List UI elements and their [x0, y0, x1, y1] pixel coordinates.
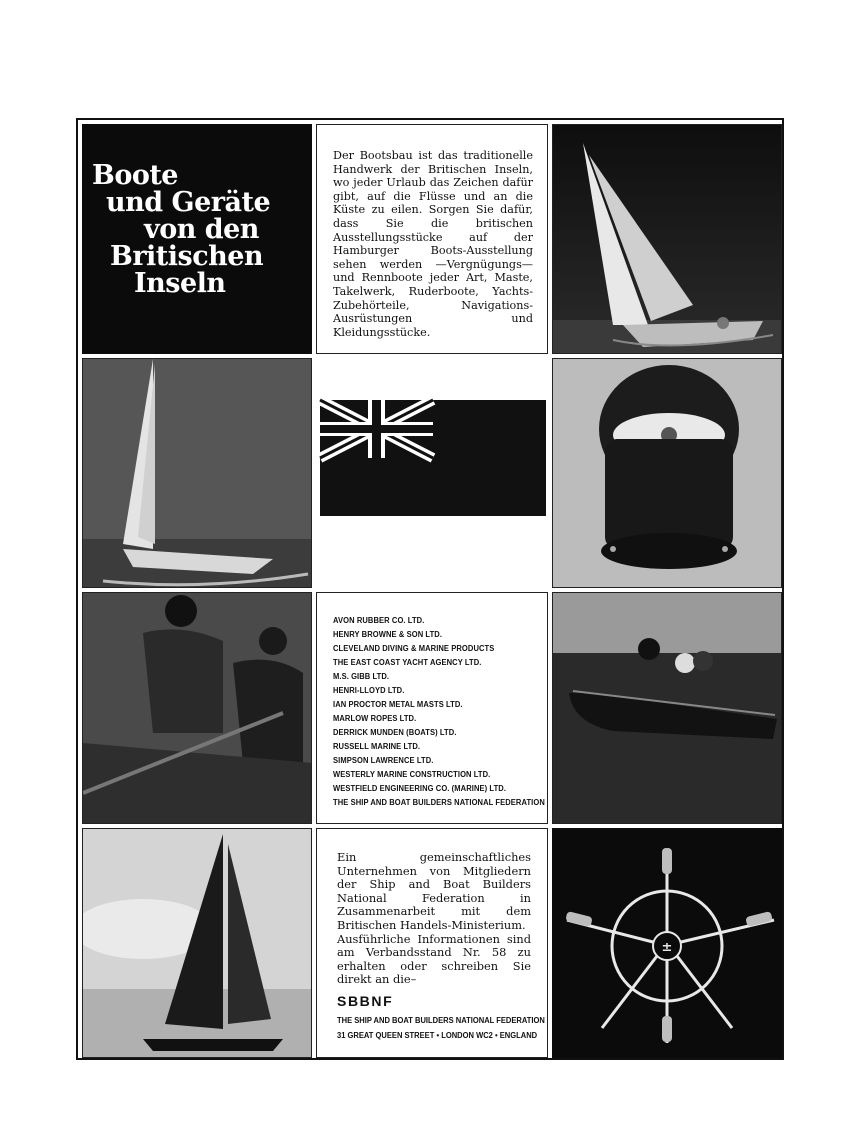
dark-sail-illustration: [83, 829, 312, 1058]
sailboat-photo: [552, 124, 782, 354]
crew-illustration: [83, 593, 312, 824]
inflatable-boat-photo: [552, 592, 782, 824]
advertisement-frame: [76, 118, 784, 1060]
compass-illustration: [553, 359, 782, 588]
federation-address-block: [337, 1013, 545, 1043]
sbbnf-logo-text: SBBNF: [337, 993, 394, 1009]
dinghy-illustration: [83, 359, 312, 588]
company-item: MARLOW ROPES LTD.: [333, 713, 417, 723]
company-item: CLEVELAND DIVING & MARINE PRODUCTS: [333, 643, 495, 653]
closing-text-box: [316, 828, 548, 1058]
blue-ensign-flag: [316, 358, 548, 588]
title-block: [82, 124, 312, 354]
title-line: Britischen: [110, 241, 264, 272]
ad-title: [92, 162, 302, 297]
title-line: und Geräte: [106, 187, 271, 218]
company-item: HENRI-LLOYD LTD.: [333, 685, 405, 695]
company-item: RUSSELL MARINE LTD.: [333, 741, 421, 751]
dark-sail-photo: [82, 828, 312, 1058]
ship-wheel-icon: [552, 828, 782, 1058]
company-item: IAN PROCTOR METAL MASTS LTD.: [333, 699, 463, 709]
inflatable-illustration: [553, 593, 782, 824]
ship-wheel-cell: [552, 828, 782, 1058]
federation-address: 31 GREAT QUEEN STREET • LONDON WC2 • ENGLAND: [337, 1030, 538, 1040]
company-item: THE SHIP AND BOAT BUILDERS NATIONAL FEDERATION: [333, 797, 545, 807]
sailboat-illustration: [553, 125, 782, 354]
closing-paragraph-2: Ausführliche Informationen sind am Verbandsstand Nr. 58 zu erhalten oder schreiben Sie direkt an die–: [337, 931, 531, 987]
intro-text-box: [316, 124, 548, 354]
company-item: AVON RUBBER CO. LTD.: [333, 615, 425, 625]
closing-paragraph-1: Ein gemeinschaftliches Unternehmen von Mitgliedern der Ship and Boat Builders National Federation in Zusammenarbeit mit dem Britischen Handels-Ministerium.: [337, 850, 531, 932]
closing-text: [337, 851, 531, 987]
federation-name: THE SHIP AND BOAT BUILDERS NATIONAL FEDERATION: [337, 1015, 545, 1025]
title-line: Inseln: [134, 268, 226, 299]
racing-dinghy-photo: [82, 358, 312, 588]
company-item: M.S. GIBB LTD.: [333, 671, 390, 681]
company-item: DERRICK MUNDEN (BOATS) LTD.: [333, 727, 457, 737]
company-item: WESTFIELD ENGINEERING CO. (MARINE) LTD.: [333, 783, 507, 793]
company-item: THE EAST COAST YACHT AGENCY LTD.: [333, 657, 482, 667]
company-item: HENRY BROWNE & SON LTD.: [333, 629, 443, 639]
company-list-box: [316, 592, 548, 824]
intro-paragraph: Der Bootsbau ist das traditionelle Handwerk der Britischen Inseln, wo jeder Urlaub das Zeichen dafür gibt, auf die Flüsse und an die Küste zu eilen. Sorgen Sie dafür, dass Sie die britischen Ausstellungsstücke auf der Hamburger Boots-Ausstellung sehen werden —Vergnügungs—und Rennboote jeder Art, Maste, Takelwerk, Ruderboote, Yachts-Zubehörteile, Navigations-Ausrüstungen und Kleidungsstücke.: [333, 149, 533, 339]
crew-photo: [82, 592, 312, 824]
company-item: WESTERLY MARINE CONSTRUCTION LTD.: [333, 769, 491, 779]
svg-text:±: ±: [661, 940, 673, 955]
company-item: SIMPSON LAWRENCE LTD.: [333, 755, 434, 765]
title-line: Boote: [92, 160, 178, 191]
compass-photo: [552, 358, 782, 588]
title-line: von den: [144, 214, 259, 245]
member-companies-list: [333, 613, 545, 809]
union-flag-cell: [316, 358, 548, 588]
